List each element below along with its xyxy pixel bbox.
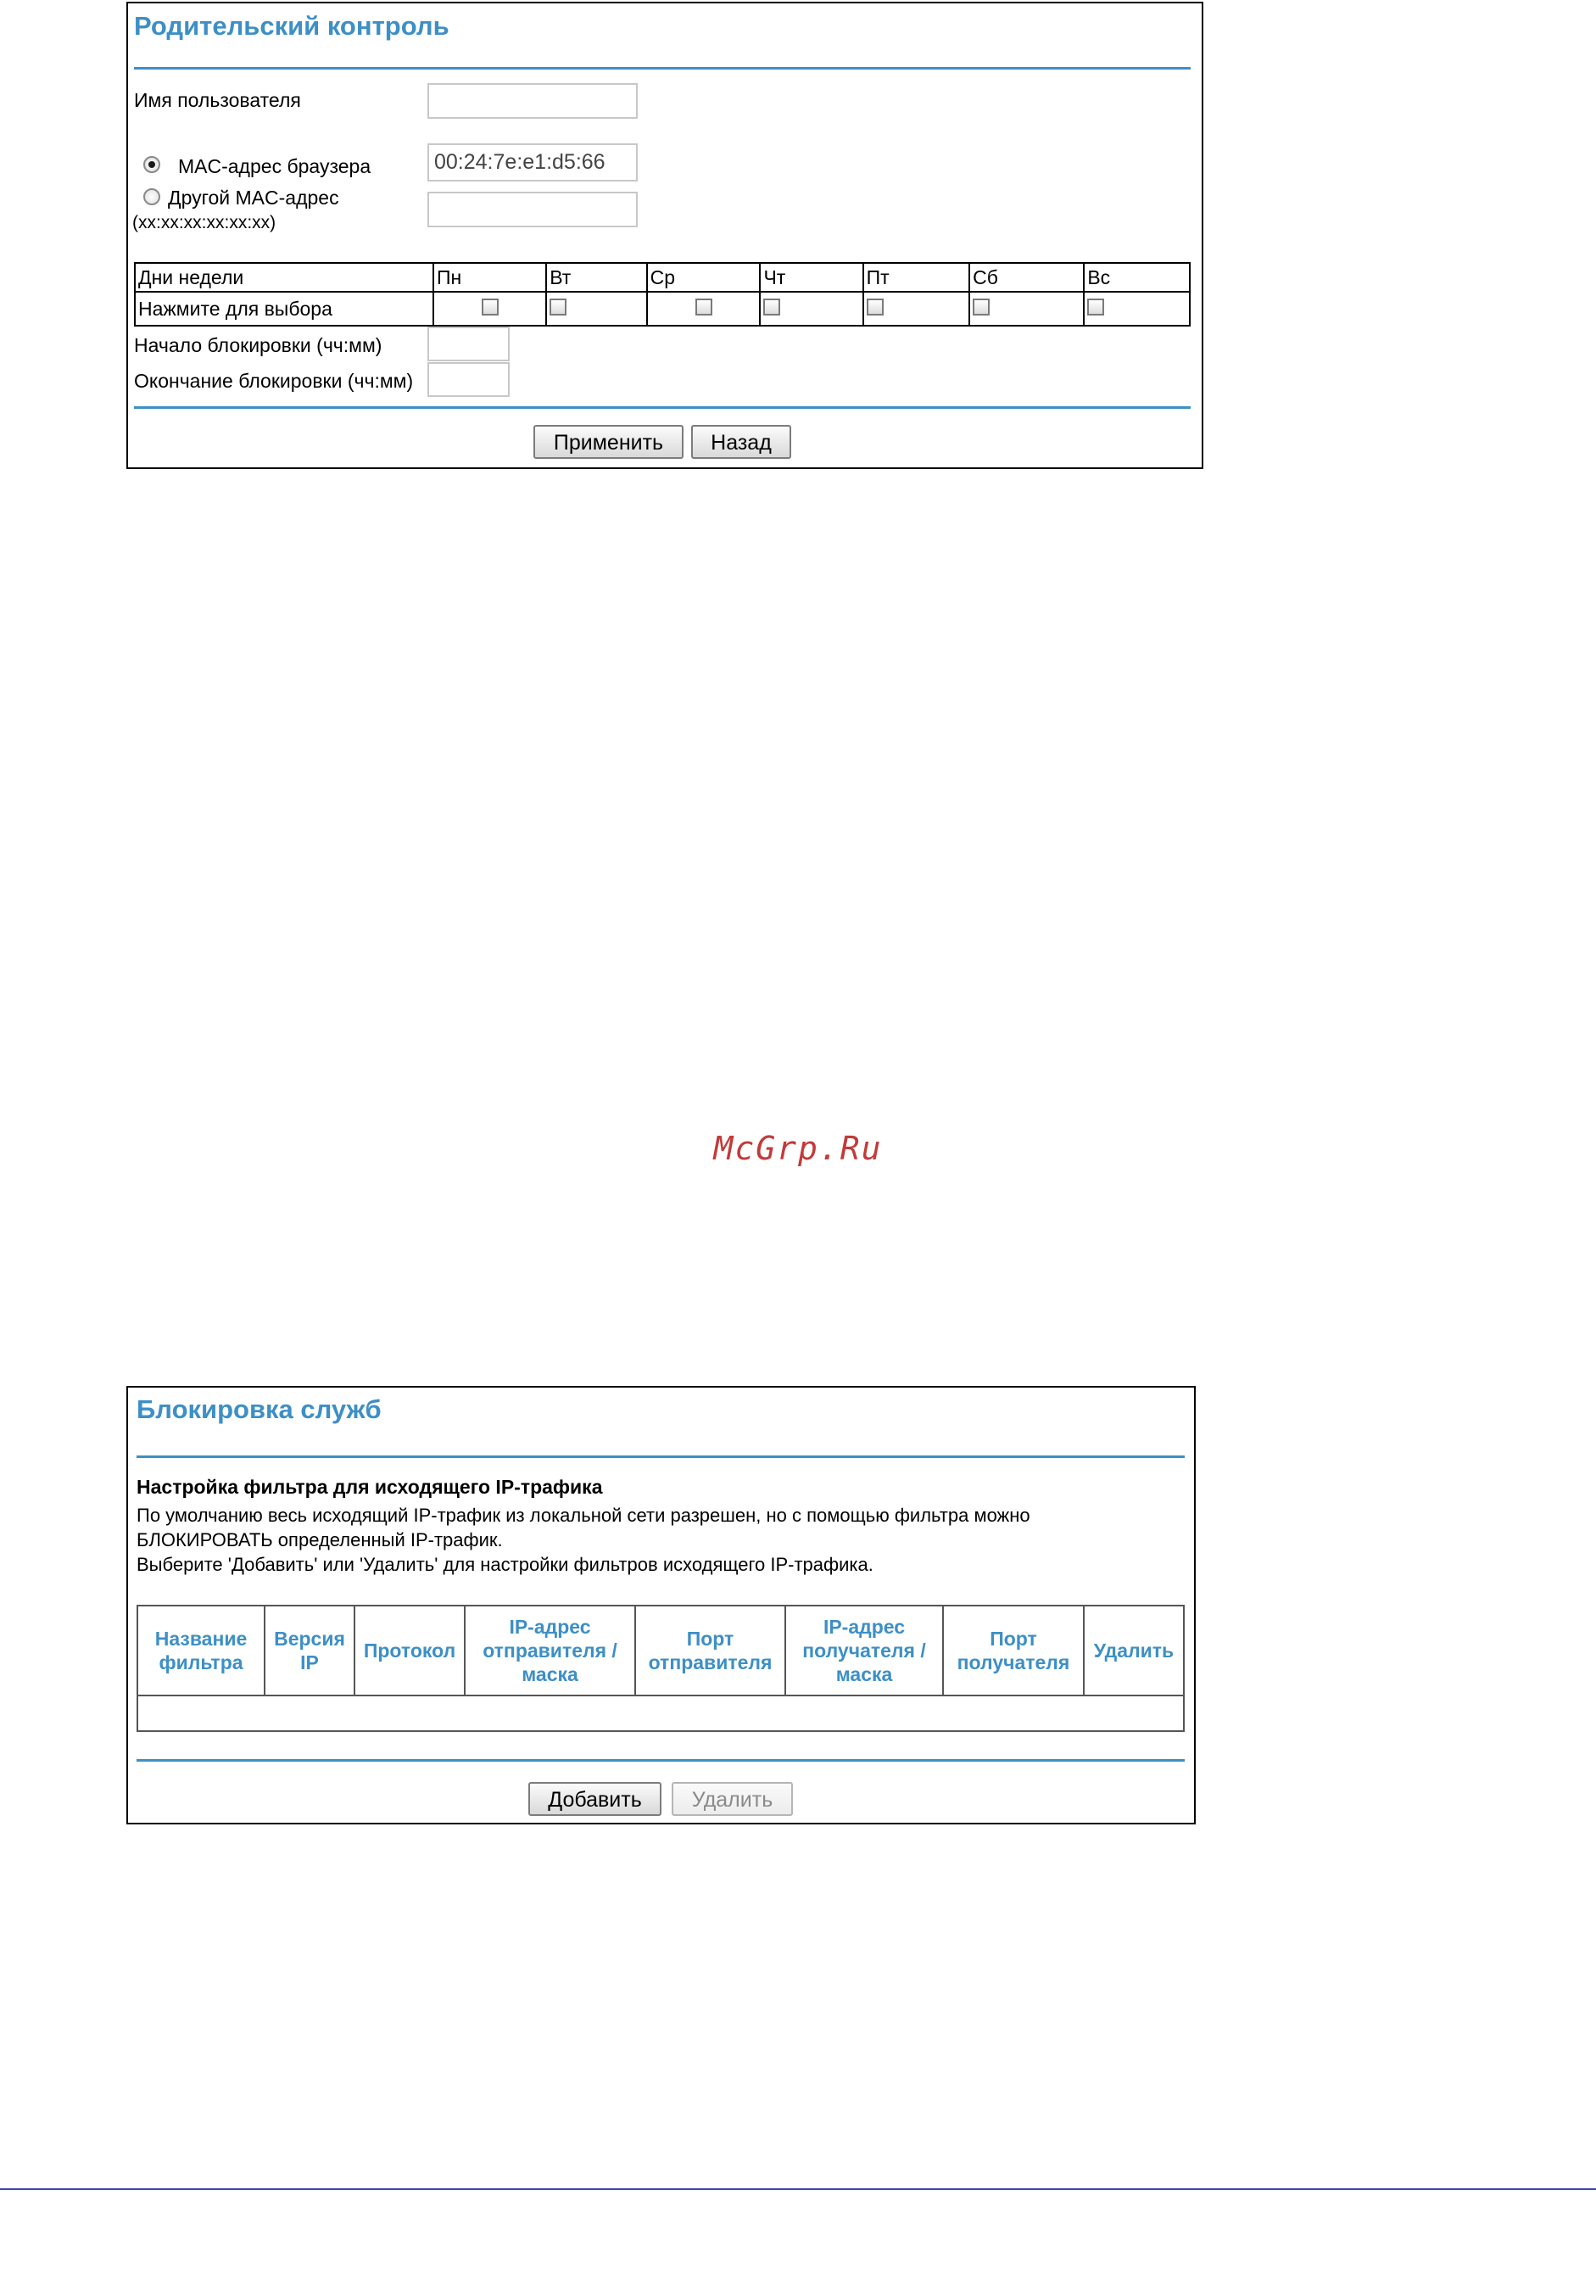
apply-button[interactable]: Применить [533,425,684,459]
day-sat-checkbox[interactable] [973,299,990,316]
col-delete: Удалить [1084,1606,1184,1695]
day-fri-label: Пт [863,263,969,292]
title-divider [134,67,1191,70]
weekday-header-row [135,263,1190,292]
day-tue-cell [546,292,646,326]
delete-button[interactable]: Удалить [672,1782,793,1816]
empty-cell [137,1695,1184,1731]
weekday-select-row [135,292,1190,326]
browser-mac-label: MAC-адрес браузера [178,155,371,177]
select-label: Нажмите для выбора [135,292,433,326]
day-mon-checkbox[interactable] [482,299,499,316]
day-wed-label: Ср [647,263,761,292]
block-end-label: Окончание блокировки (чч:мм) [134,370,414,392]
username-label: Имя пользователя [134,89,301,111]
col-source-ip: IP-адрес отправителя / маска [465,1606,635,1695]
service-blocking-title: Блокировка служб [137,1394,382,1424]
block-start-label: Начало блокировки (чч:мм) [134,334,382,356]
watermark-text: McGrp.Ru [713,1130,883,1167]
col-filter-name: Название фильтра [137,1606,265,1695]
block-start-input[interactable] [427,327,510,361]
block-end-input[interactable] [427,362,510,397]
filter-subheading: Настройка фильтра для исходящего IP-трафика [137,1476,603,1498]
parental-control-panel [126,2,1203,469]
col-dest-port: Порт получателя [943,1606,1084,1695]
filter-table-empty-row [137,1695,1184,1731]
day-tue-label: Вт [546,263,646,292]
day-fri-checkbox[interactable] [867,299,884,316]
days-label: Дни недели [135,263,433,292]
description-line-3: Выберите 'Добавить' или 'Удалить' для настройки фильтров исходящего IP-трафика. [137,1554,873,1575]
filter-description [137,1503,1197,1577]
day-tue-checkbox[interactable] [550,299,566,316]
col-protocol: Протокол [354,1606,465,1695]
other-mac-label: Другой MAC-адрес [168,187,339,209]
add-button[interactable]: Добавить [528,1782,661,1816]
day-thu-cell [760,292,862,326]
other-mac-input[interactable] [427,192,638,227]
day-wed-checkbox[interactable] [695,299,712,316]
day-fri-cell [863,292,969,326]
username-input[interactable] [427,83,638,119]
bottom-divider [137,1759,1185,1762]
browser-mac-input[interactable] [427,143,638,182]
bottom-divider [134,406,1191,409]
title-divider [137,1455,1185,1458]
other-mac-radio[interactable] [143,188,160,205]
day-sat-cell [969,292,1084,326]
other-mac-hint: (xx:xx:xx:xx:xx:xx) [132,213,276,232]
back-button[interactable]: Назад [691,425,791,459]
description-line-2: БЛОКИРОВАТЬ определенный IP-трафик. [137,1529,503,1550]
day-sat-label: Сб [969,263,1084,292]
day-sun-label: Вс [1084,263,1190,292]
day-thu-label: Чт [760,263,862,292]
filter-table-header [137,1606,1184,1695]
parental-control-title: Родительский контроль [134,11,449,41]
day-sun-cell [1084,292,1190,326]
col-source-port: Порт отправителя [635,1606,785,1695]
col-ip-version: Версия IP [265,1606,354,1695]
day-sun-checkbox[interactable] [1087,299,1104,316]
day-mon-label: Пн [433,263,546,292]
description-line-1: По умолчанию весь исходящий IP-трафик из локальной сети разрешен, но с помощью фильтра можно [137,1505,1030,1526]
browser-mac-radio[interactable] [143,156,160,173]
day-thu-checkbox[interactable] [763,299,780,316]
day-wed-cell [647,292,761,326]
day-mon-cell [433,292,546,326]
service-blocking-panel [126,1386,1196,1824]
footer-divider [0,2188,1596,2190]
col-dest-ip: IP-адрес получателя / маска [785,1606,943,1695]
filter-table [137,1605,1185,1732]
weekday-table [134,262,1191,327]
